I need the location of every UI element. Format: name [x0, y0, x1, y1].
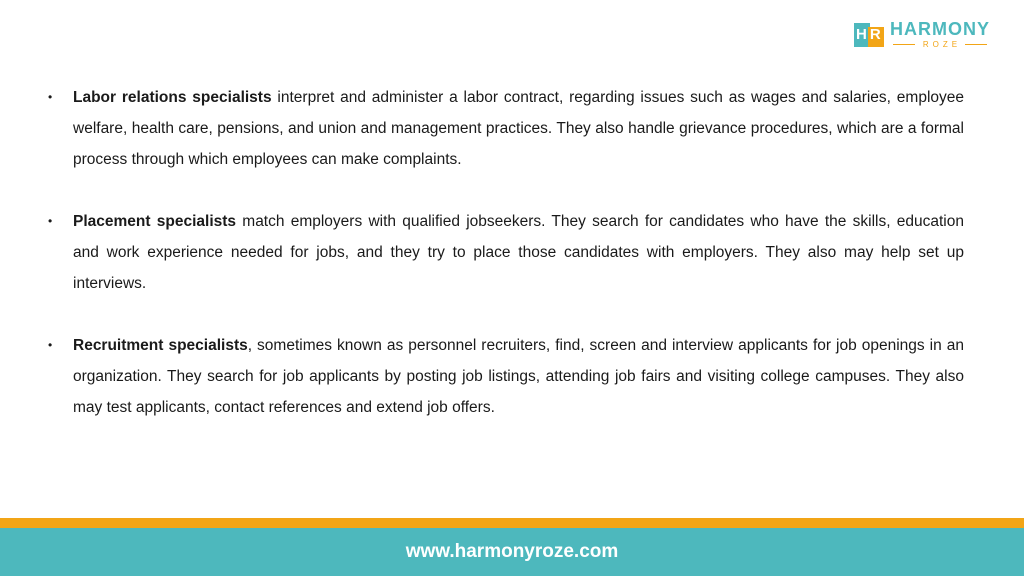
footer-accent-stripe [0, 518, 1024, 528]
logo-mark-text: HR [856, 25, 884, 43]
list-item [44, 82, 964, 175]
logo-text [890, 20, 990, 49]
logo-sub: ROZE [922, 40, 962, 49]
list-item [44, 330, 964, 423]
list-item [44, 206, 964, 299]
bullet-heading: Recruitment specialists [73, 337, 248, 354]
logo-divider [965, 44, 987, 45]
logo-divider [893, 44, 915, 45]
logo-name: HARMONY [890, 19, 990, 39]
main-content [44, 82, 964, 454]
bullet-heading: Labor relations specialists [73, 89, 272, 106]
bullet-text: , sometimes known as personnel recruiters, find, screen and interview applicants for job openings in an organization. They search for job applicants by posting job listings, attending job fairs and visiting college campuses. They also may test applicants, contact references and extend job offers. [73, 337, 965, 416]
bullet-icon: • [48, 214, 53, 228]
website-link[interactable]: www.harmonyroze.com [405, 541, 619, 562]
bullet-text: match employers with qualified jobseekers. They search for candidates who have the skills, education and work experience needed for jobs, and they try to place those candidates with employers. They also may help set up interviews. [73, 213, 964, 292]
bullet-list [44, 82, 964, 423]
hr-logo-icon [854, 23, 884, 47]
footer-bar [0, 528, 1024, 576]
bullet-text: interpret and administer a labor contract, regarding issues such as wages and salaries, employee welfare, health care, pensions, and union and management practices. They also handle grievance procedures, which are a formal process through which employees can make complaints. [73, 89, 965, 168]
logo-sub-row [893, 40, 987, 49]
bullet-heading: Placement specialists [73, 213, 237, 230]
bullet-icon: • [48, 338, 53, 352]
bullet-icon: • [48, 90, 53, 104]
harmony-roze-logo [854, 20, 990, 49]
